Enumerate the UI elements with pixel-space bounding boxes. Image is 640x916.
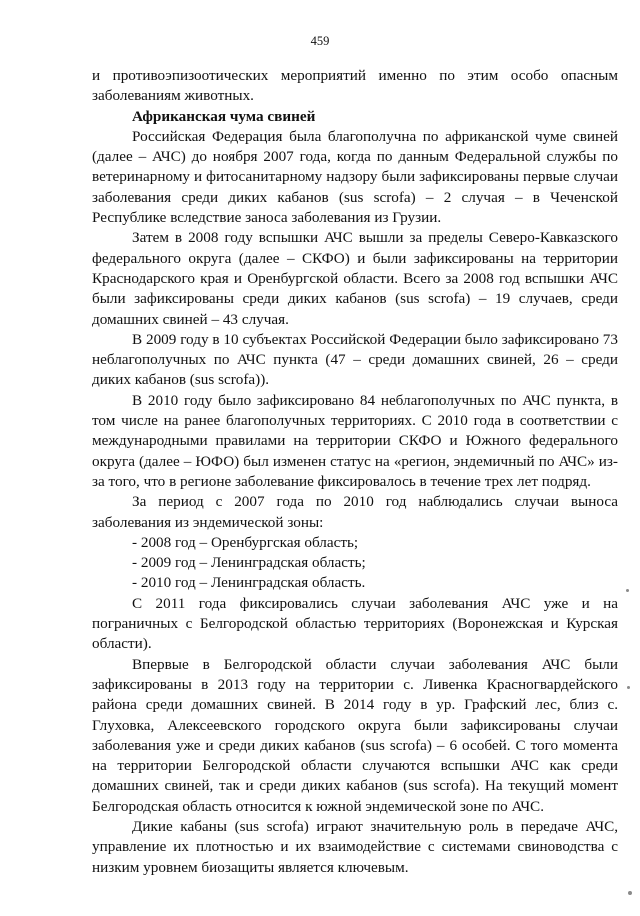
paragraph: В 2010 году было зафиксировано 84 неблагополучных по АЧС пункта, в том числе на ранее благополучных территориях. С 2010 года в соответствии с международными правилами на территории СКФО и Южного федерального округа (далее – ЮФО) был изменен статус на «регион, эндемичный по АЧС» из-за того, что в регионе заболевание фиксировалось в течение трех лет подряд. [92,391,618,490]
paragraph: Затем в 2008 году вспышки АЧС вышли за пределы Северо-Кавказского федерального округа (далее – СКФО) и были зафиксированы на территории Краснодарского края и Оренбургской области. Всего за 2008 год вспышки АЧС были зафиксированы среди диких кабанов (sus scrofa) – 19 случаев, среди домашних свиней – 43 случая. [92,229,618,328]
list-item: - 2010 год – Ленинградская область. [132,574,366,592]
list-item: - 2008 год – Оренбургская область; [132,533,359,551]
section-heading: Африканская чума свиней [132,107,316,125]
paragraph: Впервые в Белгородской области случаи заболевания АЧС были зафиксированы в 2013 году на территории с. Ливенка Красногвардейского района среди домашних свиней. В 2014 году в ур. Графский лес, близ с. Глуховка, Алексеевского городского округа были зафиксированы случаи заболевания уже и среди диких кабанов (sus scrofa) – 6 особей. С того момента на территории Белгородской области случаются вспышки АЧС как среди домашних свиней, так и среди диких кабанов (sus scrofa). На текущий момент Белгородская область относится к южной эндемической зоне по АЧС. [92,655,618,815]
paragraph-continuation: и противоэпизоотических мероприятий именно по этим особо опасным заболеваниям животных. [92,67,618,105]
paragraph: За период с 2007 года по 2010 год наблюдались случаи выноса заболевания из эндемической зоны: [92,493,618,531]
paragraph: Российская Федерация была благополучна по африканской чуме свиней (далее – АЧС) до ноября 2007 года, когда по данным Федеральной службы по ветеринарному и фитосанитарному надзору были зафиксированы первые случаи заболевания среди диких кабанов (sus scrofa) – 2 случая – в Чеченской Республике вследствие заноса заболевания из Грузии. [92,127,618,227]
paragraph: В 2009 году в 10 субъектах Российской Федерации было зафиксировано 73 неблагополучных по АЧС пункта (47 – среди домашних свиней, 26 – среди диких кабанов (sus scrofa)). [92,330,618,389]
outbreak-list [92,533,618,594]
scan-speck [627,686,630,689]
paragraph: Дикие кабаны (sus scrofa) играют значительную роль в передаче АЧС, управление их плотностью и их взаимодействие с системами свиноводства с низким уровнем биозащиты является ключевым. [92,817,618,876]
scan-speck [626,589,629,592]
scan-speck [628,891,632,895]
document-body [92,66,618,878]
list-item: - 2009 год – Ленинградская область; [132,554,366,572]
page-number: 459 [310,34,330,48]
paragraph: С 2011 года фиксировались случаи заболевания АЧС уже и на пограничных с Белгородской областью территориях (Воронежская и Курская области). [92,594,618,653]
